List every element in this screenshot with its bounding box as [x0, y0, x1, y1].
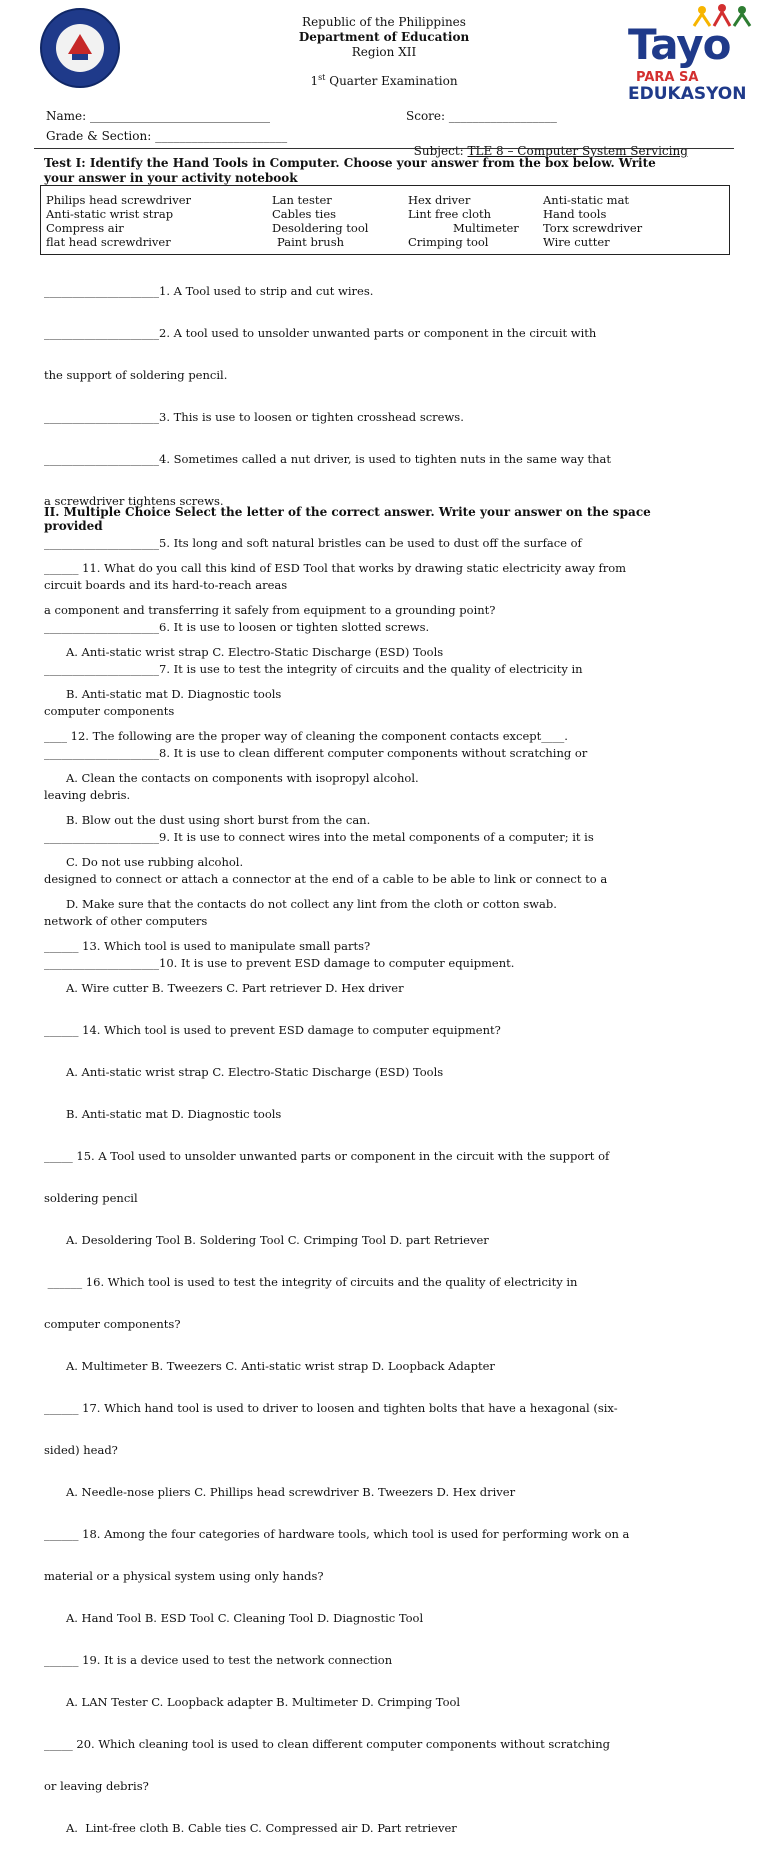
test2-line: A. Clean the contacts on components with isopropyl alcohol. [44, 771, 419, 785]
header-region: Region XII [351, 45, 417, 59]
logo-sub2: EDUKASYON [628, 84, 747, 104]
tools-box [40, 185, 730, 255]
test2-line: or leaving debris? [44, 1779, 149, 1793]
subject-label: Subject: [413, 144, 468, 158]
test1-line: ____________________2. A tool used to unsolder unwanted parts or component in the circuit with [44, 326, 597, 340]
test2-line: A. Hand Tool B. ESD Tool C. Cleaning Tool D. Diagnostic Tool [44, 1611, 424, 1625]
test1-title: Test I: Identify the Hand Tools in Computer. Choose your answer from the box below. Write [44, 156, 656, 170]
tool-item: Hand tools [543, 207, 607, 221]
quarter-suffix: st [318, 73, 326, 82]
tool-item: Torx screwdriver [543, 221, 643, 235]
logo-sub1: PARA SA [636, 70, 699, 85]
test1-line: ____________________5. Its long and soft natural bristles can be used to dust off the surface of [44, 536, 582, 550]
quarter-number: 1 [310, 74, 319, 88]
name-field: Name: ______________________________ [46, 109, 270, 123]
header-republic: Republic of the Philippines [302, 15, 466, 29]
test2-line: A. Anti-static wrist strap C. Electro-Static Discharge (ESD) Tools [44, 645, 444, 659]
test1-line: circuit boards and its hard-to-reach areas [44, 578, 288, 592]
test2-line: B. Anti-static mat D. Diagnostic tools [44, 687, 282, 701]
test2-line: ______ 18. Among the four categories of hardware tools, which tool is used for performing work on a [44, 1527, 630, 1541]
test2-line: ______ 11. What do you call this kind of ESD Tool that works by drawing static electricity away from [44, 561, 627, 575]
tool-item: Lan tester [272, 193, 332, 207]
test1-line: ____________________3. This is use to loosen or tighten crosshead screws. [44, 410, 464, 424]
test1-line: ____________________9. It is use to connect wires into the metal components of a computer; it is [44, 830, 594, 844]
test1-line: computer components [44, 704, 175, 718]
subject-value: TLE 8 – Computer System Servicing [467, 144, 688, 158]
test1-line: network of other computers [44, 914, 208, 928]
test1-line: ____________________1. A Tool used to strip and cut wires. [44, 284, 374, 298]
test1-line: designed to connect or attach a connector at the end of a cable to be able to link or connect to a [44, 872, 608, 886]
test2-title-line2: provided [44, 519, 103, 533]
tool-item: Compress air [46, 221, 124, 235]
test2-title: II. Multiple Choice Select the letter of the correct answer. Write your answer on the space [44, 505, 651, 519]
test2-line: sided) head? [44, 1443, 118, 1457]
test1-title-line2: your answer in your activity notebook [44, 171, 298, 185]
test1-line: ____________________10. It is use to prevent ESD damage to computer equipment. [44, 956, 515, 970]
subject-field [406, 129, 688, 159]
tool-item: Lint free cloth [408, 207, 492, 221]
test2-line: A. Wire cutter B. Tweezers C. Part retriever D. Hex driver [44, 981, 404, 995]
test2-line: A. Anti-static wrist strap C. Electro-Static Discharge (ESD) Tools [44, 1065, 444, 1079]
test2-line: C. Do not use rubbing alcohol. [44, 855, 244, 869]
test2-line: soldering pencil [44, 1191, 138, 1205]
test2-line: A. Desoldering Tool B. Soldering Tool C. Crimping Tool D. part Retriever [44, 1233, 489, 1247]
test2-line: ______ 13. Which tool is used to manipulate small parts? [44, 939, 371, 953]
test2-line: _____ 20. Which cleaning tool is used to clean different computer components without scratching [44, 1737, 610, 1751]
exam-label: Quarter Examination [329, 74, 458, 88]
test1-line: the support of soldering pencil. [44, 368, 228, 382]
header-department: Department of Education [298, 30, 470, 44]
test2-line: B. Anti-static mat D. Diagnostic tools [44, 1107, 282, 1121]
test1-line: ____________________8. It is use to clean different computer components without scratching or [44, 746, 588, 760]
test2-lines [44, 533, 724, 1849]
tool-item: Anti-static mat [543, 193, 630, 207]
test2-line: _____ 15. A Tool used to unsolder unwanted parts or component in the circuit with the support of [44, 1149, 610, 1163]
test2-line: B. Blow out the dust using short burst from the can. [44, 813, 371, 827]
divider [34, 148, 734, 149]
tool-item: flat head screwdriver [46, 235, 171, 249]
tool-item: Wire cutter [543, 235, 610, 249]
tool-item: Multimeter [453, 221, 519, 235]
tool-item: Cables ties [272, 207, 337, 221]
tool-item: Paint brush [277, 235, 345, 249]
test2-line: ______ 16. Which tool is used to test the integrity of circuits and the quality of electricity in [44, 1275, 578, 1289]
tool-item: Hex driver [408, 193, 471, 207]
test2-line: ______ 17. Which hand tool is used to driver to loosen and tighten bolts that have a hexagonal (six- [44, 1401, 618, 1415]
test1-line: ____________________4. Sometimes called a nut driver, is used to tighten nuts in the same way that [44, 452, 611, 466]
test2-line: A. LAN Tester C. Loopback adapter B. Multimeter D. Crimping Tool [44, 1695, 461, 1709]
test2-line: D. Make sure that the contacts do not collect any lint from the cloth or cotton swab. [44, 897, 557, 911]
test2-line: A. Needle-nose pliers C. Phillips head screwdriver B. Tweezers D. Hex driver [44, 1485, 516, 1499]
test2-line: material or a physical system using only hands? [44, 1569, 324, 1583]
tool-item: Desoldering tool [272, 221, 369, 235]
test1-line: ____________________6. It is use to loosen or tighten slotted screws. [44, 620, 430, 634]
grade-section-field: Grade & Section: ______________________ [46, 129, 288, 143]
tool-item: Philips head screwdriver [46, 193, 192, 207]
test1-line: ____________________7. It is use to test the integrity of circuits and the quality of electricity in [44, 662, 583, 676]
test1-line: a screwdriver tightens screws. [44, 494, 224, 508]
test2-line: a component and transferring it safely from equipment to a grounding point? [44, 603, 496, 617]
logo-brand: Tayo [628, 20, 731, 69]
test2-line: ____ 12. The following are the proper way of cleaning the component contacts except____. [44, 729, 568, 743]
score-field: Score: __________________ [406, 109, 557, 123]
tool-item: Crimping tool [408, 235, 489, 249]
test1-line: leaving debris. [44, 788, 131, 802]
test2-line: A. Lint-free cloth B. Cable ties C. Compressed air D. Part retriever [44, 1821, 457, 1835]
test2-line: ______ 19. It is a device used to test the network connection [44, 1653, 393, 1667]
test2-line: A. Multimeter B. Tweezers C. Anti-static wrist strap D. Loopback Adapter [44, 1359, 495, 1373]
tayo-logo [628, 4, 768, 104]
tool-item: Anti-static wrist strap [46, 207, 174, 221]
test2-line: ______ 14. Which tool is used to prevent ESD damage to computer equipment? [44, 1023, 501, 1037]
test2-line: computer components? [44, 1317, 181, 1331]
